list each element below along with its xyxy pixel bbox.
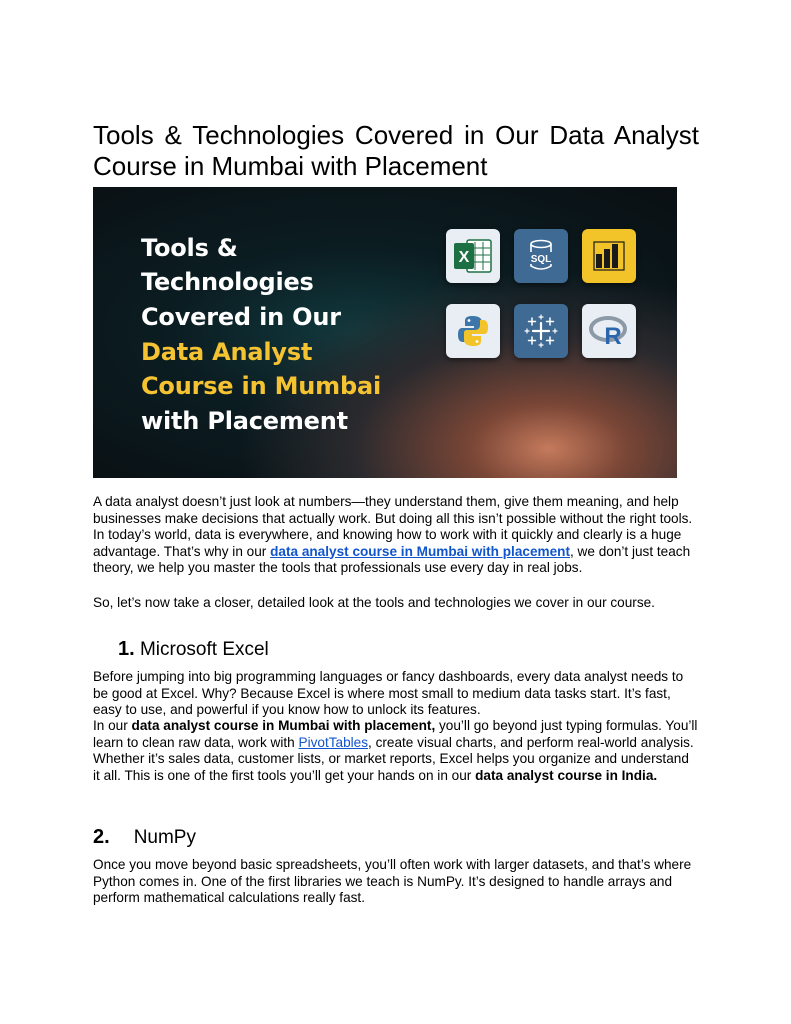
excel-letter: X — [458, 249, 470, 266]
sql-label: SQL — [530, 254, 552, 265]
banner-line-highlight: Data Analyst — [141, 338, 313, 366]
numpy-paragraph: Once you move beyond basic spreadsheets, you’ll often work with larger datasets, and that’s where Python comes in. One of the first libraries we teach is NumPy. It’s designed to handle arrays and perform mathematical calculations really fast. — [93, 857, 692, 905]
intro-text-end: , we don’t just teach theory, we help you master the tools that professionals use every day in real jobs. — [93, 543, 691, 575]
intro-closing-paragraph: So, let’s now take a closer, detailed look at the tools and technologies we cover in our course. — [93, 595, 655, 610]
pivottables-link[interactable]: PivotTables — [298, 734, 369, 750]
page-title: Tools & Technologies Covered in Our Data Analyst Course in Mumbai with Placement — [93, 120, 699, 181]
banner-line: Tools & — [141, 234, 238, 262]
python-icon — [446, 304, 500, 358]
tableau-icon — [514, 304, 568, 358]
excel-text: you’ll go beyond just typing formulas. You’ll learn to clean raw data, work with — [93, 718, 698, 750]
course-banner-image — [93, 187, 677, 478]
section-number: 2. — [93, 826, 110, 848]
r-letter: R — [604, 323, 622, 349]
excel-icon — [446, 229, 500, 283]
banner-line: Technologies — [141, 268, 314, 296]
excel-bold-text: data analyst course in Mumbai with placement, — [131, 718, 436, 733]
excel-bold-text: data analyst course in India. — [475, 767, 658, 783]
excel-paragraph-2 — [93, 718, 699, 784]
power-bi-icon — [582, 229, 636, 283]
section-heading-numpy — [93, 826, 196, 849]
excel-paragraph-1: Before jumping into big programming languages or fancy dashboards, every data analyst needs to be good at Excel. Why? Because Excel is where most small to medium data tasks start. It’s fast, easy to use, and powerful if you know how to unlock its features. — [93, 669, 684, 717]
section-title: NumPy — [133, 827, 196, 848]
excel-text: In our — [93, 718, 132, 733]
section-number: 1. — [118, 638, 135, 660]
course-link[interactable]: data analyst course in Mumbai with placement — [270, 543, 570, 559]
sql-icon — [514, 229, 568, 283]
banner-line: with Placement — [141, 407, 348, 435]
section-title: Microsoft Excel — [139, 639, 269, 660]
section-heading-excel — [118, 638, 269, 661]
intro-text: A data analyst doesn’t just look at numbers—they understand them, give them meaning, and help businesses make decisions that actually work. But doing all this isn’t possible without the right tools. In today’s world, data is everywhere, and knowing how to work with it quickly and clearly is a huge advantage. That’s why in our — [93, 494, 693, 559]
excel-text: , create visual charts, and perform real-world analysis. Whether it’s sales data, customer lists, or market reports, Excel helps you organize and understand it all. This is one of the first tools you’ll get your hands on in our — [93, 734, 694, 783]
intro-paragraph — [93, 494, 699, 577]
r-icon — [582, 304, 636, 358]
banner-line-highlight: Course in Mumbai — [141, 372, 381, 400]
banner-line: Covered in Our — [141, 303, 341, 331]
